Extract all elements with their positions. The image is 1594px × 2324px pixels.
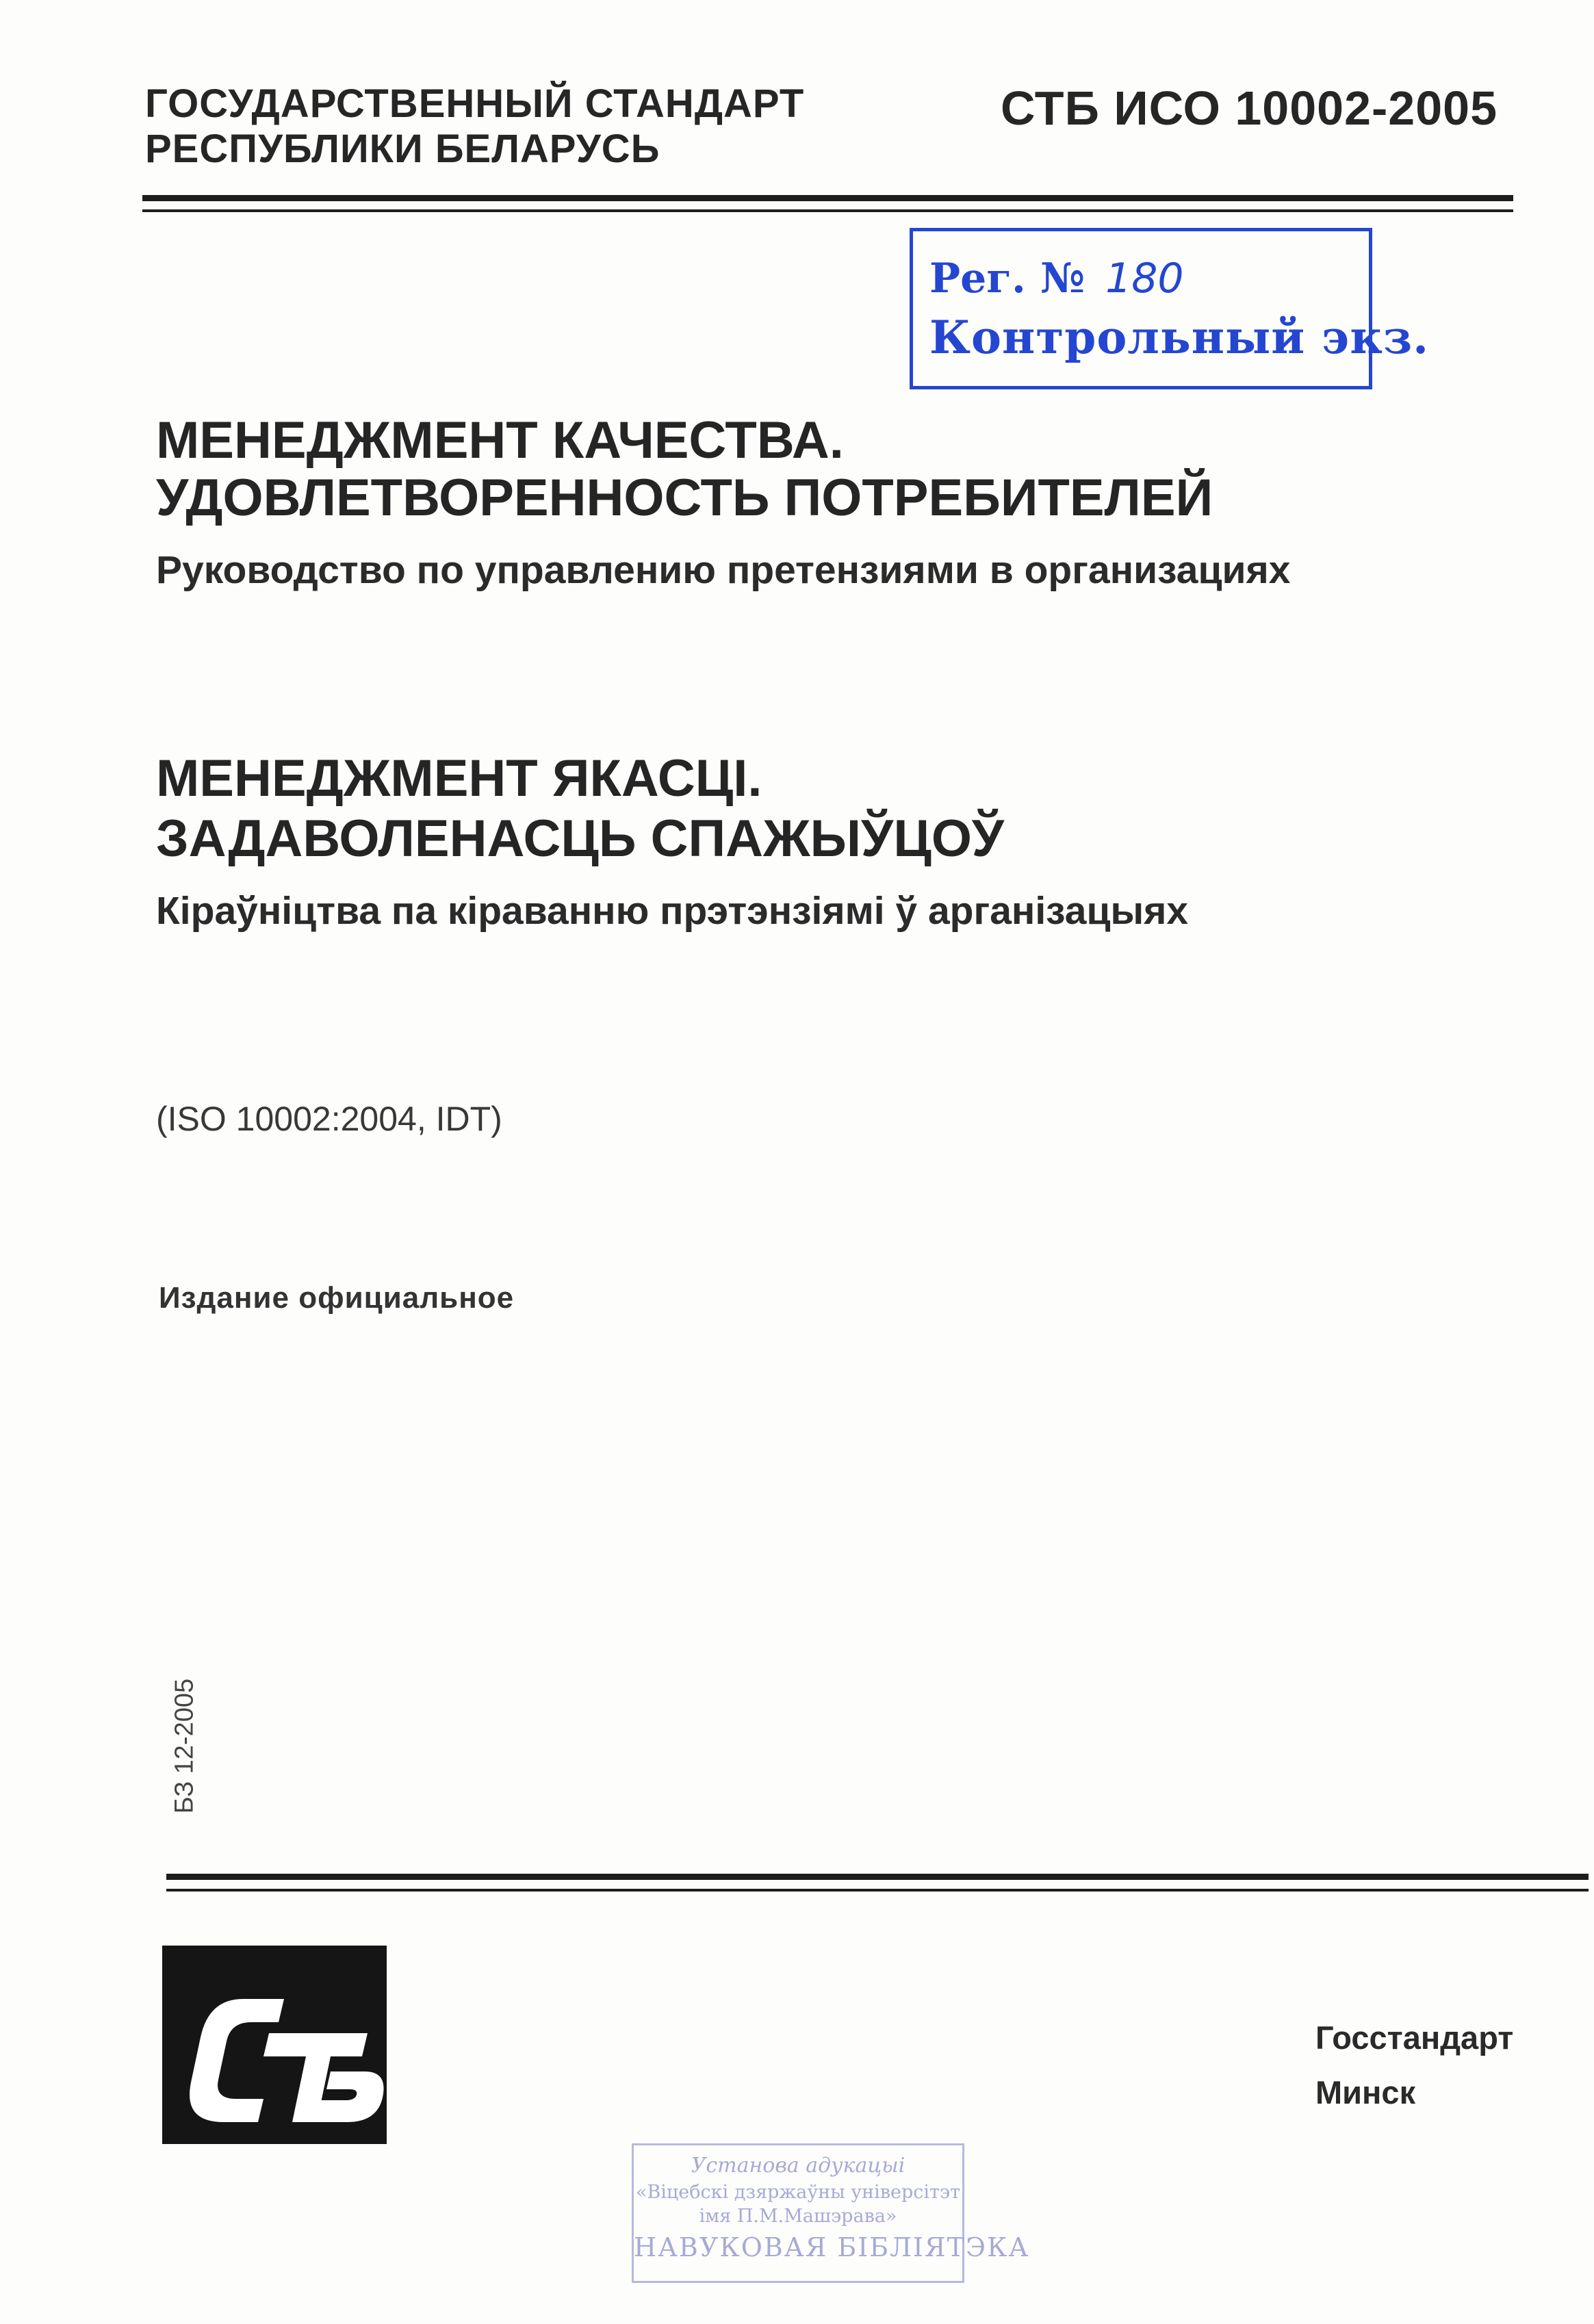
issuer-line-2: РЕСПУБЛИКИ БЕЛАРУСЬ: [145, 127, 660, 171]
stb-logo: [162, 1946, 387, 2144]
library-stamp-line-2: «Віцебскі дзяржаўны універсітэт: [635, 2182, 961, 2203]
title-ru-line-1: МЕНЕДЖМЕНТ КАЧЕСТВА.: [156, 411, 844, 469]
control-copy-stamp: [910, 228, 1430, 389]
title-by-line-2: ЗАДАВОЛЕНАСЦЬ СПАЖЫЎЦОЎ: [156, 810, 1005, 868]
library-stamp-line-3: імя П.М.Машэрава»: [699, 2206, 897, 2227]
subtitle-ru: Руководство по управлению претензиями в организациях: [156, 548, 1291, 592]
library-stamp-line-4: НАВУКОВАЯ БІБЛІЯТЭКА: [634, 2232, 1030, 2262]
title-by-line-1: МЕНЕДЖМЕНТ ЯКАСЦІ.: [156, 749, 762, 808]
vertical-code-wrapper: [164, 1663, 205, 1834]
control-copy-text: Контрольный экз.: [929, 311, 1430, 364]
title-ru-line-2: УДОВЛЕТВОРЕННОСТЬ ПОТРЕБИТЕЛЕЙ: [156, 469, 1213, 527]
reg-number-line: [929, 255, 1184, 302]
vertical-code: БЗ 12-2005: [170, 1678, 199, 1814]
iso-reference: (ISO 10002:2004, IDT): [156, 1100, 502, 1138]
library-stamp: [632, 2143, 1030, 2283]
reg-label: Рег. №: [929, 255, 1085, 302]
stb-logo-mark: [190, 1999, 384, 2122]
standard-code: СТБ ИСО 10002-2005: [1001, 81, 1498, 135]
library-stamp-line-1: Установа адукацыі: [691, 2154, 905, 2178]
header-rule-thin: [142, 209, 1513, 212]
issuer-line-1: ГОСУДАРСТВЕННЫЙ СТАНДАРТ: [145, 81, 805, 126]
reg-number-handwritten: 180: [1105, 255, 1184, 302]
edition-label: Издание официальное: [159, 1281, 515, 1315]
footer-rule-thin: [166, 1889, 1589, 1892]
footer-rule-thick: [166, 1874, 1589, 1880]
publisher-city: Минск: [1315, 2074, 1416, 2110]
subtitle-by: Кіраўніцтва па кіраванню прэтэнзіямі ў арганізацыях: [156, 889, 1189, 933]
publisher-name: Госстандарт: [1315, 2019, 1514, 2056]
header-rule-thick: [142, 195, 1513, 201]
